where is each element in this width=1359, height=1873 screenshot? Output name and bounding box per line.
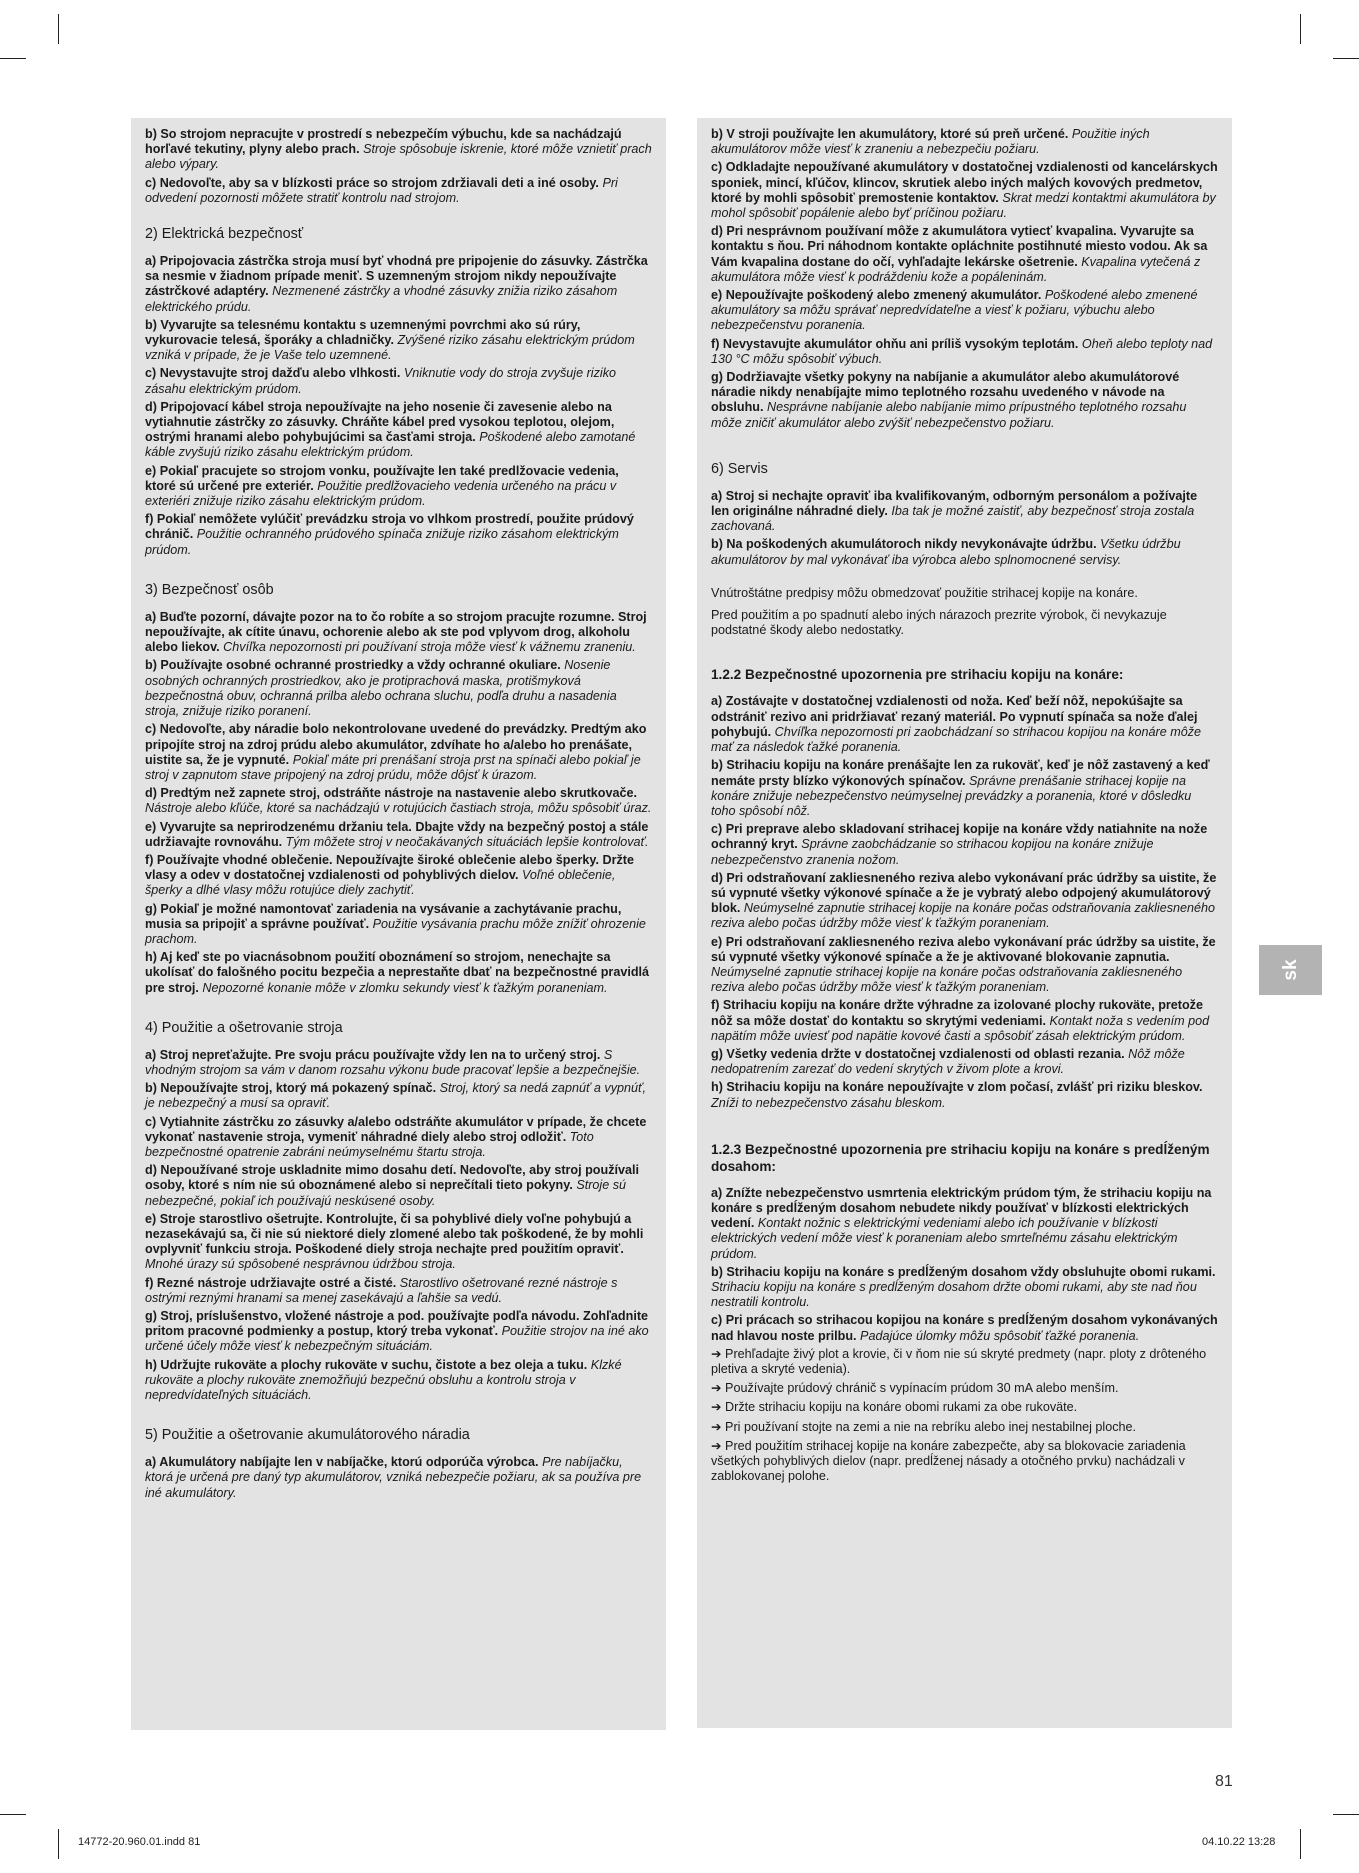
safety-item-explanation: Nezmenené zástrčky a vhodné zásuvky znižia riziko zásahom elektrického prúdu. [145,284,618,314]
crop-mark [0,58,26,59]
safety-item-rule: h) Udržujte rukoväte a plochy rukoväte v suchu, čistote a bez oleja a tuku. [145,1357,588,1372]
safety-item-rule: c) Nevystavujte stroj dažďu alebo vlhkosti. [145,366,401,381]
safety-item-rule: e) Nepoužívajte poškodený alebo zmenený akumulátor. [711,288,1042,303]
safety-item-rule: d) Pri odstraňovaní zakliesneného reziva alebo vykonávaní prác údržby sa uistite, že sú vypnuté všetky výkonové spínače a že je vybratý alebo odpojený akumulátorový blok. [711,870,1217,916]
safety-item-explanation: Stroj, ktorý sa nedá zapnúť a vypnúť, je nebezpečný a musí sa opraviť. [145,1081,646,1111]
safety-item [711,935,1218,996]
section-heading: 2) Elektrická bezpečnosť [145,226,304,243]
safety-item [145,902,652,948]
section-heading: 5) Použitie a ošetrovanie akumulátorového náradia [145,1427,470,1444]
safety-item [145,1455,652,1501]
safety-item-explanation: Nesprávne nabíjanie alebo nabíjanie mimo prípustného teplotného rozsahu môže zničiť akumulátor alebo zvýšiť nebezpečenstvo požiaru. [711,400,1187,430]
safety-item-explanation: Mnohé úrazy sú spôsobené nesprávnou údržbou stroja. [145,1257,456,1272]
safety-item [145,1115,652,1161]
personal-safety-items [145,610,652,996]
section-heading: 3) Bezpečnosť osôb [145,581,274,598]
safety-item-explanation: Vniknutie vody do stroja zvyšuje riziko zásahu elektrickým prúdom. [145,366,616,396]
safety-item [145,658,652,719]
electrical-safety-items [145,254,652,558]
safety-item [711,1080,1218,1110]
safety-item-rule: c) Nedovoľte, aby sa v blízkosti práce so strojom zdržiavali deti a iné osoby. [145,175,599,190]
safety-item-explanation: Stroje sú nebezpečné, pokiaľ ich používajú neskúsené osoby. [145,1178,627,1208]
safety-item [145,1276,652,1306]
safety-item-explanation: Nástroje alebo kľúče, ktoré sa nachádzajú v rotujúcich častiach stroja, môžu spôsobiť úraz. [145,801,652,816]
safety-item [145,1212,652,1273]
safety-item [145,1048,652,1078]
language-tab-label: sk [1279,959,1301,981]
safety-item-rule: e) Stroje starostlivo ošetrujte. Kontrolujte, či sa pohyblivé diely voľne pohybujú a nezasekávajú sa, či nie sú niektoré diely zlomené alebo tak poškodené, že by mohli ovplyvniť funkciu stroja. Poškodené diely stroja nechajte pred použitím opraviť. [145,1211,644,1257]
arrow-instructions [711,1347,1218,1485]
safety-item-rule: a) Buďte pozorní, dávajte pozor na to čo robíte a so strojom pracujte rozumne. Stroj nepoužívajte, ak cítite únavu, ochorenie alebo ak ste pod vplyvom drog, alkoholu alebo liekov. [145,609,647,655]
safety-item-rule: a) Akumulátory nabíjajte len v nabíjačke, ktorú odporúča výrobca. [145,1455,539,1470]
paragraph: Pred použitím a po spadnutí alebo iných nárazoch prezrite výrobok, či nevykazuje podstatné škody alebo nedostatky. [711,608,1167,638]
safety-item [145,318,652,364]
safety-item [145,820,652,850]
safety-item [711,694,1218,755]
safety-item-explanation: Použitie ochranného prúdového spínača znižuje riziko zásahom elektrickým prúdom. [145,527,619,557]
crop-mark [1333,1814,1359,1815]
safety-item-explanation: Pokiaľ máte pri prenášaní stroja prst na spínači alebo pokiaľ je stroj v zapnutom stave pripojený na zdroj prúdu, môže dôjsť k úrazom. [145,752,641,782]
safety-item [711,758,1218,819]
intro-items [145,127,652,206]
safety-item-rule: d) Pripojovací kábel stroja nepoužívajte na jeho nosenie či zavesenie alebo na vytiahnutie zástrčky zo zásuvky. Chráňte kábel pred vysokou teplotou, olejom, ostrými hranami alebo pohybujúcimi sa časťami stroja. [145,399,615,445]
safety-item-rule: b) Používajte osobné ochranné prostriedky a vždy ochranné okuliare. [145,658,561,673]
safety-item [711,1047,1218,1077]
safety-item [145,1358,652,1404]
safety-item [145,464,652,510]
crop-mark [1300,14,1301,44]
arrow-instruction: ➔ Pred použitím strihacej kopije na konáre zabezpečte, aby sa blokovacie zariadenia všetkých pohyblivých dielov (napr. predĺženej násady a otočného prvku) nachádzali v zablokovanej polohe. [711,1438,1186,1484]
safety-item-explanation: Zvýšené riziko zásahu elektrickým prúdom vzniká v prípade, že je Vaše telo uzemnené. [145,333,635,363]
battery-tool-items [145,1455,652,1501]
safety-item-rule: h) Aj keď ste po viacnásobnom použití oboznámení so strojom, nenechajte sa ukolísať do falošného pocitu bezpečia a neprestaňte dbať na bezpečnostné pravidlá pre stroj. [145,950,650,995]
safety-item-rule: e) Pri odstraňovaní zakliesneného reziva alebo vykonávaní prác údržby sa uistite, že sú vypnuté všetky výkonové spínače a že je aktivované blokovanie zapnutia. [711,934,1216,964]
safety-item-rule: f) Nevystavujte akumulátor ohňu ani príliš vysokým teplotám. [711,336,1079,351]
service-items [711,489,1218,568]
footer-timestamp: 04.10.22 13:28 [1202,1836,1276,1848]
safety-item-explanation: Skrat medzi kontaktmi akumulátora by mohol spôsobiť popálenie alebo byť príčinou požiaru. [711,190,1216,221]
safety-item-rule: a) Zostávajte v dostatočnej vzdialenosti od noža. Keď beží nôž, nepokúšajte sa odstrániť rezivo ani pridržiavať rezaný materiál. Po vypnutí spínača sa nože ďalej pohybujú. [711,694,1198,739]
safety-item [711,489,1218,535]
safety-item [145,1309,652,1355]
safety-item-rule: f) Strihaciu kopiju na konáre držte výhradne za izolované plochy rukoväte, pretože nôž sa môže dostať do kontaktu so skrytými vedeniami. [711,998,1203,1028]
safety-item [711,1313,1218,1343]
safety-item [711,288,1218,334]
safety-item-rule: g) Stroj, príslušenstvo, vložené nástroje a pod. používajte podľa návodu. Zohľadnite pritom pracovné podmienky a postup, ktorý treba vykonať. [145,1309,649,1339]
safety-item-rule: f) Rezné nástroje udržiavajte ostré a čisté. [145,1275,397,1290]
safety-item-explanation: Zníži to nebezpečenstvo zásahu bleskom. [711,1095,946,1110]
safety-item [145,722,652,783]
arrow-instruction: ➔ Pri používaní stojte na zemi a nie na rebríku alebo inej nestabilnej ploche. [711,1419,1136,1434]
safety-item-rule: d) Predtým než zapnete stroj, odstráňte nástroje na nastavenie alebo skrutkovače. [145,786,638,801]
safety-item-rule: b) So strojom nepracujte v prostredí s nebezpečím výbuchu, kde sa nachádzajú horľavé tekutiny, plyny alebo prach. [145,127,622,157]
safety-item-explanation: Kontakt noža s vedením pod napätím môže uviesť pod napätie kovové časti a spôsobiť zásah elektrickým prúdom. [711,1013,1210,1043]
safety-item-rule: c) Pri preprave alebo skladovaní strihacej kopije na konáre vždy natiahnite na nože ochranný kryt. [711,822,1208,852]
safety-item-rule: b) Strihaciu kopiju na konáre prenášajte len za rukoväť, keď je nôž zastavený a keď nemáte prsty blízko výkonových spínačov. [711,758,1210,788]
safety-item-rule: g) Dodržiavajte všetky pokyny na nabíjanie a akumulátor alebo akumulátorové náradie nikdy nenabíjajte mimo teplotného rozsahu uvedeného v návode na obsluhu. [711,370,1180,415]
safety-item-explanation: Správne zaobchádzanie so strihacou kopijou na konáre znižuje nebezpečenstvo zranenia nožom. [711,837,1154,867]
crop-mark [1333,58,1359,59]
safety-item-explanation: Klzké rukoväte a plochy rukoväte znemožňujú bezpečnú obsluhu a kontrolu stroja v nepredvídateľných situáciách. [145,1357,622,1403]
safety-item [145,950,652,996]
pole-pruner-safety-items [711,694,1218,1110]
safety-item-rule: c) Pri prácach so strihacou kopijou na konáre s predĺženým dosahom vykonávaných nad hlavou noste prilbu. [711,1313,1218,1343]
safety-item [711,1186,1218,1262]
safety-item-explanation: Toto bezpečnostné opatrenie zabráni neúmyselnému štartu stroja. [145,1129,594,1159]
safety-item [145,127,652,173]
safety-item-rule: b) Strihaciu kopiju na konáre s predĺženým dosahom vždy obsluhujte obomi rukami. [711,1264,1216,1279]
safety-item-rule: d) Nepoužívané stroje uskladnite mimo dosahu detí. Nedovoľte, aby stroj používali osoby, ktoré s ním nie sú oboznámené alebo si neprečítali tieto pokyny. [145,1163,639,1193]
safety-item [711,337,1218,367]
safety-item-rule: c) Odkladajte nepoužívané akumulátory v dostatočnej vzdialenosti od kancelárskych sponiek, mincí, kľúčov, klincov, skrutiek alebo iných malých kovových predmetov, ktoré by mohli spôsobiť premostenie kontaktov. [711,160,1218,205]
safety-item-rule: c) Nedovoľte, aby náradie bolo nekontrolovane uvedené do prevádzky. Predtým ako pripojíte stroj na zdroj prúdu alebo akumulátor, zdvíhate ho a/alebo ho prenášate, uistite sa, že je vypnuté. [145,722,647,767]
section-heading: 6) Servis [711,460,768,477]
safety-item-rule: b) V stroji používajte len akumulátory, ktoré sú preň určené. [711,127,1069,141]
arrow-instruction: ➔ Držte strihaciu kopiju na konáre obomi rukami za obe rukoväte. [711,1400,1078,1415]
safety-item-explanation: Padajúce úlomky môžu spôsobiť ťažké poranenia. [860,1328,1140,1343]
section-heading: 1.2.3 Bezpečnostné upozornenia pre strihaciu kopiju na konáre s predĺženým dosahom: [711,1141,1210,1174]
safety-item [711,1265,1218,1311]
safety-item-explanation: Pre nabíjačku, ktorá je určená pre daný typ akumulátorov, vzniká nebezpečie požiaru, ak sa používa pre iné akumulátory. [145,1455,642,1500]
crop-mark [0,1814,26,1815]
safety-item [145,610,652,656]
safety-item [145,254,652,315]
section-heading: 4) Použitie a ošetrovanie stroja [145,1019,343,1036]
safety-item-explanation: S vhodným strojom sa vám v danom rozsahu výkonu bude pracovať lepšie a bezpečnejšie. [145,1047,641,1077]
safety-item [145,176,652,206]
crop-mark [58,1829,59,1859]
safety-item [145,400,652,461]
safety-item-rule: a) Pripojovacia zástrčka stroja musí byť vhodná pre pripojenie do zásuvky. Zástrčka sa nesmie v žiadnom prípade meniť. S uzemneným strojom nikdy nepoužívajte zástrčkové adaptéry. [145,254,648,299]
left-column [131,118,666,1730]
safety-item-explanation: Stroje spôsobuje iskrenie, ktoré môže vznietiť prach alebo výpary. [145,142,652,172]
page-number: 81 [1215,1773,1233,1790]
safety-item [711,224,1218,285]
safety-item [711,160,1218,221]
safety-item [145,786,652,816]
crop-mark [1300,1829,1301,1859]
safety-item-rule: a) Stroj si nechajte opraviť iba kvalifikovaným, odborným personálom a požívajte len originálne náhradné diely. [711,488,1198,519]
safety-item-rule: g) Pokiaľ je možné namontovať zariadenia na vysávanie a zachytávanie prachu, musia sa pripojiť a správne používať. [145,901,622,931]
safety-item-rule: c) Vytiahnite zástrčku zo zásuvky a/alebo odstráňte akumulátor v prípade, že chcete vykonať nastavenie stroja, vymeniť náhradné diely alebo stroj odložiť. [145,1114,647,1144]
language-tab [1259,945,1322,995]
footer-file-info: 14772-20.960.01.indd 81 [78,1836,201,1848]
safety-item-rule: a) Znížte nebezpečenstvo usmrtenia elektrickým prúdom tým, že strihaciu kopiju na konáre s predĺženým dosahom nebudete nikdy používať v blízkosti elektrických vedení. [711,1185,1212,1231]
safety-item-rule: h) Strihaciu kopiju na konáre nepoužívajte v zlom počasí, zvlášť pri riziku bleskov. [711,1080,1203,1095]
safety-item-explanation: Nosenie osobných ochranných prostriedkov, ako je protiprachová maska, protišmyková bezpečnostná obuv, ochranná prilba alebo ochrana sluchu, podľa druhu a nasadenia stroja, znižuje riziko poranení. [145,658,617,719]
safety-item [145,853,652,899]
safety-item [711,998,1218,1044]
safety-item-rule: g) Všetky vedenia držte v dostatočnej vzdialenosti od oblasti rezania. [711,1046,1125,1061]
safety-item-explanation: Nôž môže nedopatrením zarezať do vedení skrytých v živom plote a krovi. [711,1046,1185,1077]
safety-item-explanation: Chvíľka nepozornosti pri zaobchádzaní so strihacou kopijou na konáre môže mať za následok ťažké poranenia. [711,724,1202,755]
safety-item [711,537,1218,567]
safety-item-explanation: Použitie strojov na iné ako určené účely môže viesť k nebezpečným situáciám. [145,1324,649,1354]
safety-item-rule: e) Pokiaľ pracujete so strojom vonku, používajte len také predlžovacie vedenia, ktoré sú určené pre exteriér. [145,463,619,493]
tool-use-items [145,1048,652,1403]
safety-item-rule: b) Na poškodených akumulátoroch nikdy nevykonávajte údržbu. [711,537,1097,552]
safety-item-explanation: Tým môžete stroj v neočakávaných situáciách lepšie kontrolovať. [285,834,649,849]
safety-item-explanation: Chvíľka nepozornosti pri používaní stroja môže viesť k vážnemu zraneniu. [223,640,636,655]
safety-item-explanation: Oheň alebo teploty nad 130 °C môžu spôsobiť výbuch. [711,336,1213,366]
paragraph: Vnútroštátne predpisy môžu obmedzovať použitie strihacej kopije na konáre. [711,585,1138,600]
section-heading: 1.2.2 Bezpečnostné upozornenia pre strihaciu kopiju na konáre: [711,667,1124,683]
safety-item-rule: f) Používajte vhodné oblečenie. Nepoužívajte široké oblečenie alebo šperky. Držte vlasy a odev v dostatočnej vzdialenosti od pohyblivých dielov. [145,852,634,883]
safety-item-rule: b) Nepoužívajte stroj, ktorý má pokazený spínač. [145,1081,437,1096]
extended-reach-safety-items [711,1186,1218,1344]
safety-item-explanation: Neúmyselné zapnutie strihacej kopije na konáre počas odstraňovania zakliesneného reziva alebo počas údržby môže viesť k ťažkým poraneniam. [711,964,1183,995]
safety-item-explanation: Poškodené alebo zamotané káble zvyšujú riziko zásahu elektrickým prúdom. [145,430,636,460]
safety-item-explanation: Použitie vysávania prachu môže znížiť ohrozenie prachom. [145,916,646,946]
safety-item-rule: b) Vyvarujte sa telesnému kontaktu s uzemnenými povrchmi ako sú rúry, vykurovacie telesá, šporáky a chladničky. [145,317,581,348]
safety-item-explanation: Kontakt nožnic s elektrickými vedeniami alebo ich používanie v blízkosti elektrických vedení môže viesť k poraneniam alebo smrteľnému zásahu elektrickým prúdom. [711,1216,1178,1261]
safety-item-explanation: Pri odvedení pozornosti môžete stratiť kontrolu nad strojom. [145,175,618,205]
safety-item [145,1163,652,1209]
safety-item-explanation: Iba tak je možné zaistiť, aby bezpečnosť stroja zostala zachovaná. [711,504,1195,534]
safety-item-rule: f) Pokiaľ nemôžete vylúčiť prevádzku stroja vo vlhkom prostredí, použite prúdový chránič. [145,512,634,542]
safety-item-explanation: Starostlivo ošetrované rezné nástroje s ostrými reznými hranami sa menej zasekávajú a ľahšie sa vedú. [145,1275,618,1305]
safety-item-rule: a) Stroj nepreťažujte. Pre svoju prácu používajte vždy len na to určený stroj. [145,1047,601,1062]
safety-item-explanation: Nepozorné konanie môže v zlomku sekundy viesť k ťažkým poraneniam. [202,980,608,995]
safety-item-explanation: Poškodené alebo zmenené akumulátory sa môžu správať nepredvídateľne a viesť k požiaru, výbuchu alebo nebezpečenstvu poranenia. [711,288,1198,333]
safety-item [711,822,1218,868]
safety-item-explanation: Voľné oblečenie, šperky a dlhé vlasy môžu rotujúce diely zachytiť. [145,868,616,898]
arrow-instruction: ➔ Prehľadajte živý plot a krovie, či v ňom nie sú skryté predmety (napr. ploty z drôteného pletiva a skryté vedenia). [711,1346,1207,1376]
safety-item-explanation: Všetku údržbu akumulátorov by mal vykonávať iba výrobca alebo splnomocnené servisy. [711,537,1181,567]
safety-item [711,127,1218,157]
safety-item-explanation: Kvapalina vytečená z akumulátora môže viesť k podráždeniu kože a popáleninám. [711,254,1201,284]
safety-item [711,871,1218,932]
right-column [697,118,1232,1728]
safety-item-explanation: Použitie predlžovacieho vedenia určeného na prácu v exteriéri znižuje riziko zásahu elektrickým prúdom. [145,478,617,509]
safety-item-explanation: Použitie iných akumulátorov môže viesť k zraneniu a nebezpečiu požiaru. [711,127,1150,157]
crop-mark [58,14,59,44]
safety-item-explanation: Správne prenášanie strihacej kopije na konáre znižuje nebezpečenstvo neúmyselnej prevádzky a poranenia, ktoré v dôsledku toho spôsobí nôž. [711,773,1192,818]
safety-item [711,370,1218,431]
safety-item-explanation: Strihaciu kopiju na konáre s predĺženým dosahom držte obomi rukami, aby ste nad ňou nestratili kontrolu. [711,1279,1197,1310]
safety-item-explanation: Neúmyselné zapnutie strihacej kopije na konáre počas odstraňovania zakliesneného reziva alebo počas údržby môže viesť k ťažkým poraneniam. [711,901,1216,931]
battery-continued-items [711,127,1218,431]
safety-item [145,512,652,558]
safety-item [145,1081,652,1111]
arrow-instruction: ➔ Používajte prúdový chránič s vypínacím prúdom 30 mA alebo menším. [711,1381,1119,1396]
safety-item-rule: d) Pri nesprávnom používaní môže z akumulátora vytiecť kvapalina. Vyvarujte sa kontaktu s ňou. Pri náhodnom kontakte opláchnite postihnuté miesto vodou. Ak sa Vám kvapalina dostane do očí, vyhľadajte lekárske ošetrenie. [711,224,1208,269]
safety-item [145,366,652,396]
safety-item-rule: e) Vyvarujte sa neprirodzenému držaniu tela. Dbajte vždy na bezpečný postoj a stále udržiavajte rovnováhu. [145,819,649,849]
